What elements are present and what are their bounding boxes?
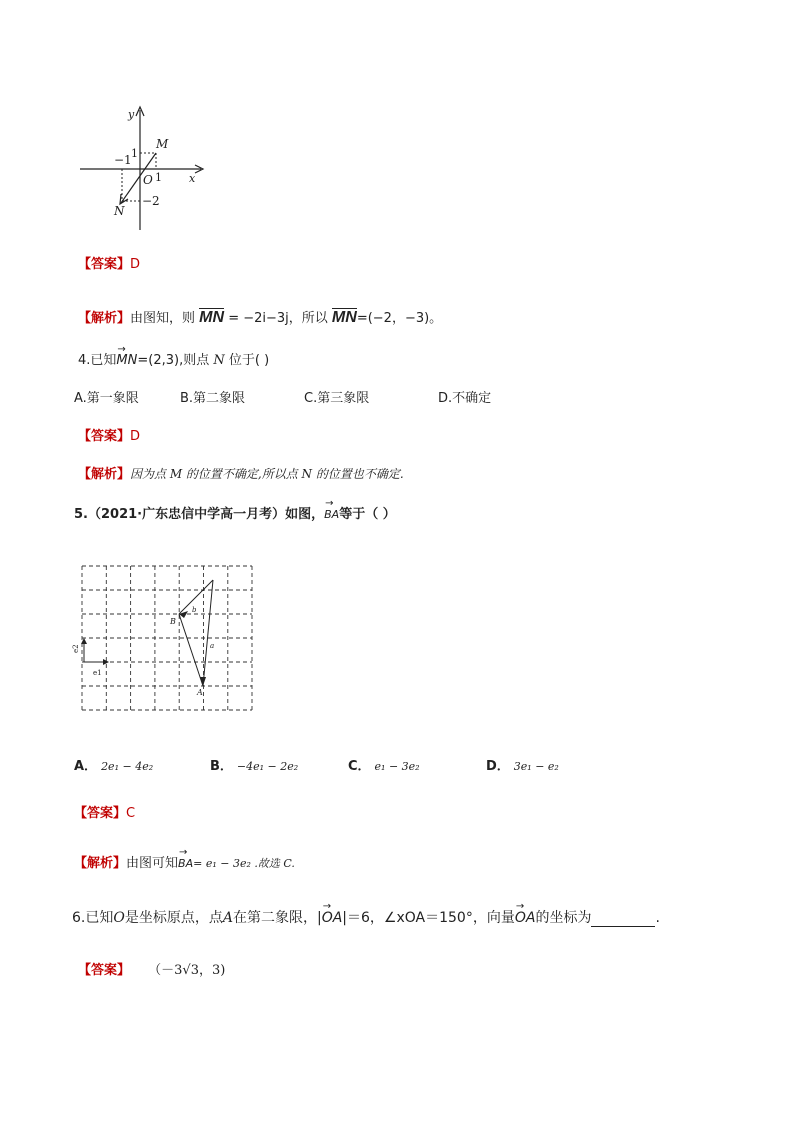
answer-blank[interactable]: [591, 912, 655, 927]
q5-stem: [74, 506, 396, 524]
option-letter: C．: [348, 759, 371, 774]
option-text: e₁ − 3e₂: [374, 760, 420, 773]
q5-option-c[interactable]: [348, 758, 420, 776]
q4-option-d[interactable]: D.不确定: [438, 391, 492, 406]
q6-stem-mid2: 在第二象限，|: [232, 910, 322, 926]
q5-analysis: [74, 855, 295, 873]
q4-stem-post: =(2,3),则点: [137, 353, 210, 368]
q4-stem-end: 位于( ): [228, 353, 270, 368]
vector-mn: MN →: [116, 352, 137, 370]
point-a-label: A: [197, 688, 203, 697]
analysis-tag: 【解析】: [74, 856, 127, 871]
q4-stem: [78, 352, 269, 370]
option-text: 3e₁ − e₂: [513, 760, 559, 773]
answer-tag: 【答案】: [74, 806, 127, 821]
option-letter: D．: [486, 759, 510, 774]
analysis-text-end: = e₁ − 3e₂ .故选 C.: [193, 857, 295, 870]
point-b-label: B: [170, 617, 176, 626]
q6-stem-pre: 6.已知: [72, 910, 114, 926]
tick-1-x-label: 1: [155, 171, 162, 184]
q6-answer: [78, 962, 225, 980]
q5-stem-end: 等于（ ）: [339, 507, 396, 522]
option-text: 2e₁ − 4e₂: [101, 760, 154, 773]
answer-value: C: [126, 806, 136, 821]
q4-stem-pre: 4.已知: [78, 353, 117, 368]
option-text: −4e₁ − 2e₂: [236, 760, 299, 773]
option-letter: B．: [210, 759, 233, 774]
tick-neg1-label: −1: [114, 153, 132, 167]
analysis-tag: 【解析】: [78, 311, 131, 326]
point-a: A: [222, 910, 233, 926]
analysis-text: 由图知，则: [130, 311, 196, 326]
vector-mn: MN: [199, 309, 225, 326]
vector-ba: BA →: [178, 855, 193, 873]
option-letter: A．: [74, 759, 98, 774]
answer-value: D: [130, 257, 141, 272]
vector-oa: OA →: [322, 909, 343, 927]
unit-e1-label: e1: [93, 669, 102, 677]
q4-option-a[interactable]: A.第一象限: [74, 391, 139, 406]
q4-option-c[interactable]: C.第三象限: [304, 391, 370, 406]
analysis-text: 因为点 M 的位置不确定,所以点 N 的位置也不确定.: [130, 467, 404, 481]
analysis-text-mid: = −2i−3j，所以: [228, 311, 328, 326]
q6-stem: 6.已知O是坐标原点，点A在第二象限，|OA →|＝6，∠xOA＝150°，向量OA →的坐标为 .: [72, 909, 660, 927]
q6-stem-end: 的坐标为: [535, 910, 592, 926]
q5-option-d[interactable]: [486, 758, 559, 776]
point-n: N: [213, 353, 225, 368]
q6-stem-mid1: 是坐标原点，点: [124, 910, 223, 926]
analysis-text: 由图可知: [126, 856, 179, 871]
unit-e2-label: e2: [72, 644, 80, 653]
q4-answer: [78, 428, 140, 446]
answer-value: D: [130, 429, 141, 444]
q4-analysis: [78, 465, 404, 484]
q6-stem-mid3: |＝6，∠xOA＝150°，向量: [342, 910, 515, 926]
y-axis-label: y: [128, 108, 135, 121]
tick-1-y-label: 1: [131, 147, 138, 160]
tick-neg2-label: −2: [142, 194, 160, 208]
q5-option-b[interactable]: [210, 758, 298, 776]
vector-mn-2: MN: [331, 309, 357, 326]
q5-option-a[interactable]: [74, 758, 153, 776]
analysis-text-end: =(−2，−3)。: [356, 311, 443, 326]
answer-tag: 【答案】: [78, 257, 131, 272]
coordinate-figure: [76, 100, 216, 235]
vector-oa-2: OA →: [515, 909, 536, 927]
analysis-tag: 【解析】: [78, 467, 131, 482]
q3-answer: [78, 256, 140, 274]
origin-label: O: [143, 173, 153, 187]
q3-analysis: [78, 309, 442, 328]
answer-tag: 【答案】: [78, 429, 131, 444]
vector-a-label: a: [210, 642, 215, 650]
q5-stem-text: 5.（2021·广东忠信中学高一月考）如图，: [74, 507, 325, 522]
vector-b-label: b: [192, 606, 197, 614]
vector-grid-figure: [72, 566, 254, 716]
x-axis-label: x: [189, 172, 196, 185]
point-n-label: N: [114, 204, 125, 218]
vector-ba: BA →: [324, 506, 339, 524]
q5-answer: [74, 805, 135, 823]
q4-option-b[interactable]: B.第二象限: [180, 391, 246, 406]
answer-value: （－3√3，3): [148, 963, 226, 978]
answer-tag: 【答案】: [78, 963, 131, 978]
point-o: O: [113, 910, 125, 926]
point-m-label: M: [156, 137, 169, 151]
